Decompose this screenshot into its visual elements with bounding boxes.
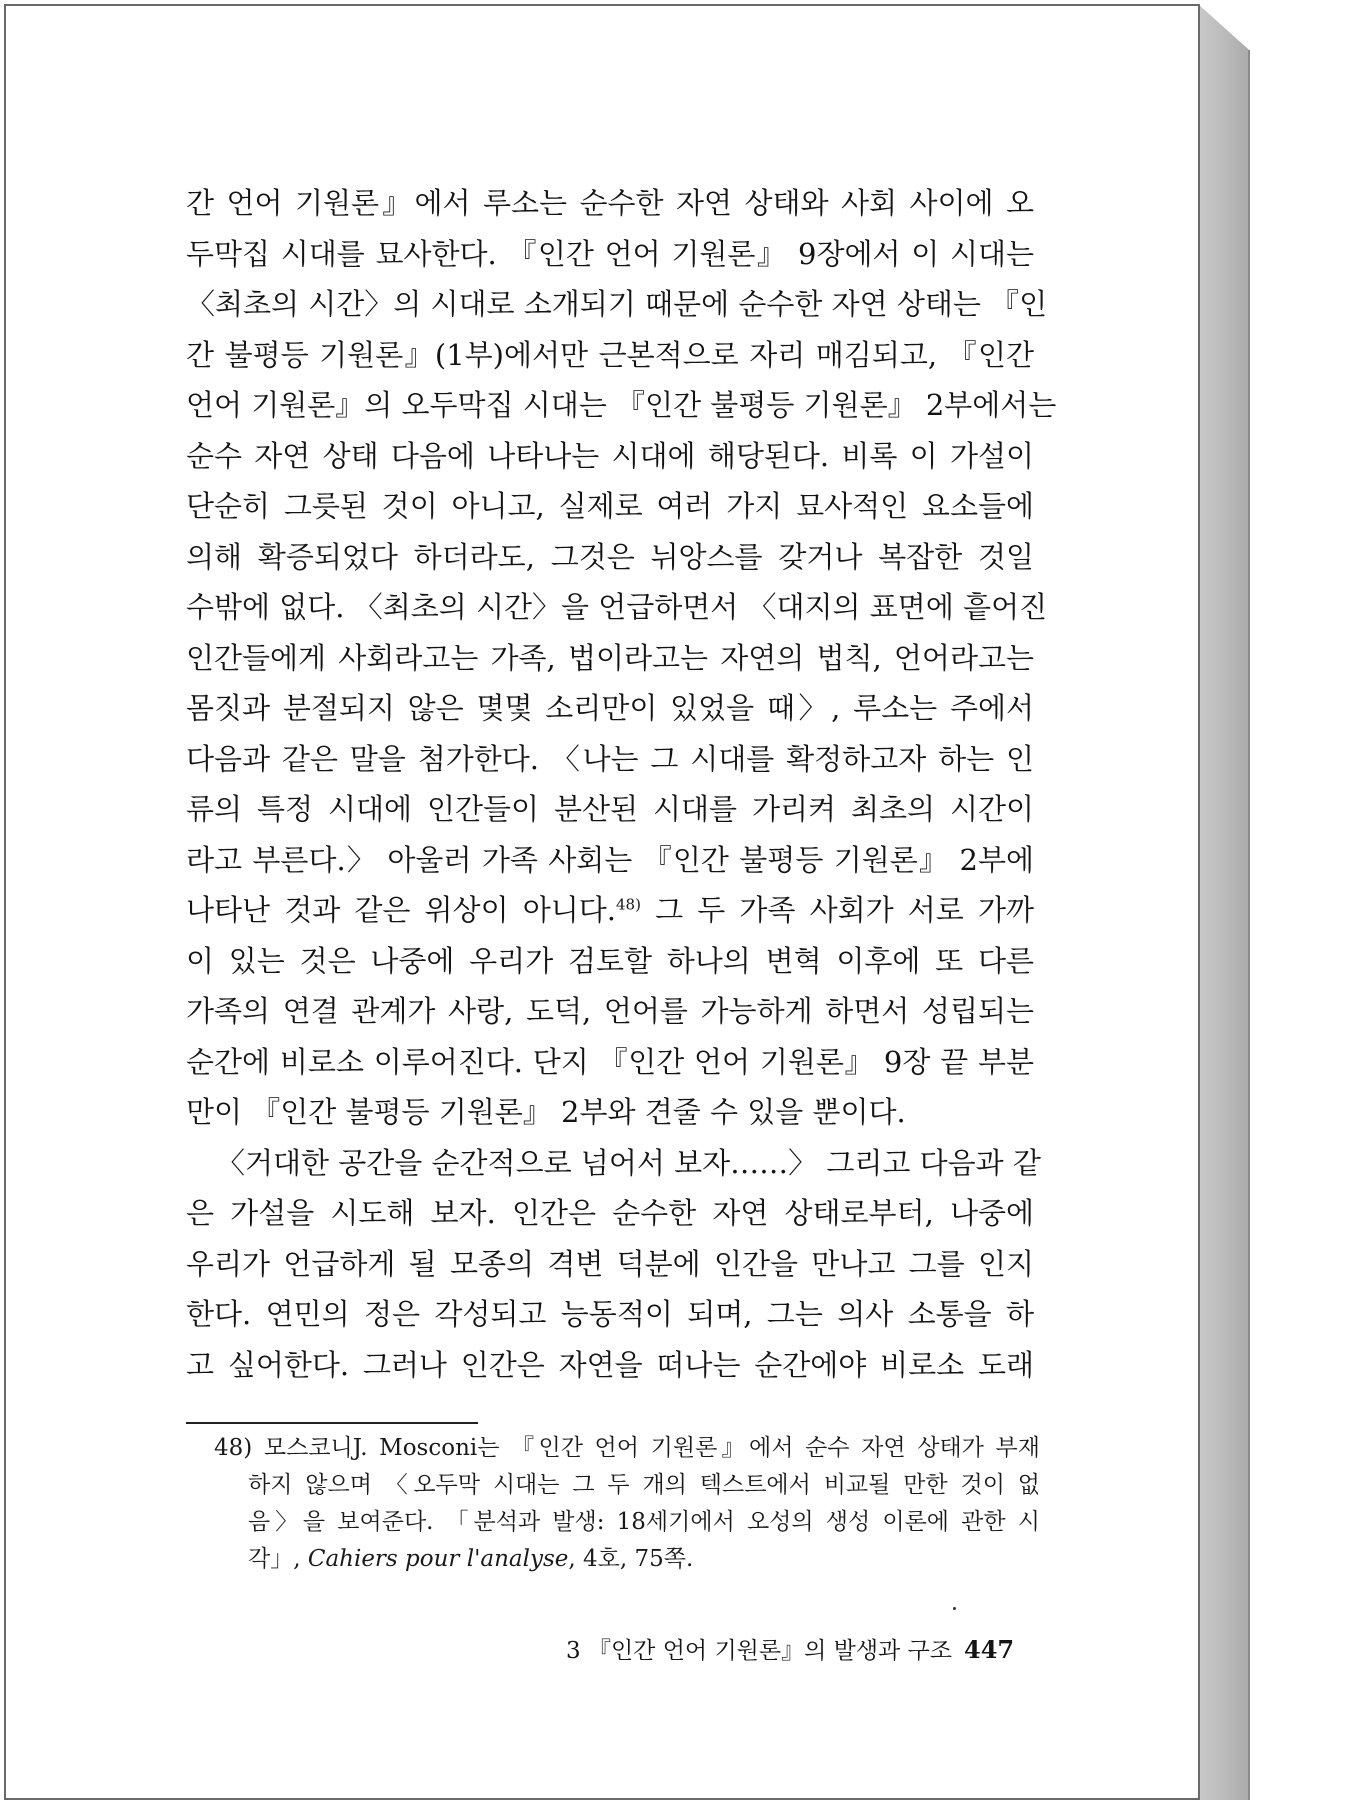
main-text [186,178,1057,1390]
text-line: 단순히 그릇된 것이 아니고, 실제로 여러 가지 묘사적인 요소들에 [186,489,1034,523]
footnote-line [214,1541,1040,1578]
footnote-block [214,1430,1040,1578]
text-line: 한다. 연민의 정은 각성되고 능동적이 되며, 그는 의사 소통을 하 [186,1297,1034,1331]
text-line: 간 언어 기원론』에서 루소는 순수한 자연 상태와 사회 사이에 오 [186,186,1034,220]
text-line: 은 가설을 시도해 보자. 인간은 순수한 자연 상태로부터, 나중에 [186,1196,1034,1230]
text-line: 이 있는 것은 나중에 우리가 검토할 하나의 변혁 이후에 또 다른 [186,943,1034,978]
page-number: 447 [964,1635,1015,1664]
text-line: 몸짓과 분절되지 않은 몇몇 소리만이 있었을 때〉, 루소는 주에서 [186,691,1034,725]
text-line: 의해 확증되었다 하더라도, 그것은 뉘앙스를 갖거나 복잡한 것일 [186,539,1034,574]
text-line: 언어 기원론』의 오두막집 시대는 『인간 불평등 기원론』 2부에서는 [186,388,1057,422]
text-line: 순수 자연 상태 다음에 나타나는 시대에 해당된다. 비록 이 가설이 [186,438,1034,473]
footnote-line: 음〉을 보여준다. 「분석과 발생: 18세기에서 오성의 생성 이론에 관한 시 [248,1509,1040,1535]
footnote-line: 48) 모스코니J. Mosconi는 『인간 언어 기원론』에서 순수 자연 상태가 부재 [214,1435,1040,1461]
book-page-edge [1198,4,1250,1800]
footnote-text: 각」, [248,1546,308,1572]
text-line: 라고 부른다.〉 아울러 가족 사회는 『인간 불평등 기원론』 2부에 [186,842,1034,877]
text-line: 두막집 시대를 묘사한다. 『인간 언어 기원론』 9장에서 이 시대는 [186,236,1034,271]
text-line: 인간들에게 사회라고는 가족, 법이라고는 자연의 법칙, 언어라고는 [186,640,1034,675]
text-line: 간 불평등 기원론』(1부)에서만 근본적으로 자리 매김되고, 『인간 [186,337,1034,372]
text-line: 〈최초의 시간〉의 시대로 소개되기 때문에 순수한 자연 상태는 『인 [186,287,1048,321]
text-segment: 그 두 가족 사회가 서로 가까 [640,893,1034,927]
text-line-with-footnote [186,885,1034,936]
text-segment: 나타난 것과 같은 위상이 아니다. [186,893,616,927]
journal-title: Cahiers pour l'analyse [307,1546,569,1572]
footnote-divider [186,1422,478,1424]
running-footer [566,1632,1014,1665]
text-line: 순간에 비로소 이루어진다. 단지 『인간 언어 기원론』 9장 끝 부분 [186,1044,1034,1079]
footnote-line: 하지 않으며 〈오두막 시대는 그 두 개의 텍스트에서 비교될 만한 것이 없 [248,1472,1040,1498]
book-page-edge-line [1248,50,1250,1800]
running-title: 3 『인간 언어 기원론』의 발생과 구조 [566,1638,953,1664]
text-line: 고 싶어한다. 그러나 인간은 자연을 떠나는 순간에야 비로소 도래 [186,1347,1034,1382]
footnote-reference: 48) [616,895,641,914]
print-speck [953,1607,956,1610]
text-line: 다음과 같은 말을 첨가한다. 〈나는 그 시대를 확정하고자 하는 인 [186,741,1034,776]
text-line: 수밖에 없다. 〈최초의 시간〉을 언급하면서 〈대지의 표면에 흩어진 [186,590,1048,624]
paragraph-first-line: 〈거대한 공간을 순간적으로 넘어서 보자……〉 그리고 다음과 같 [216,1145,1041,1180]
footnote-text: , 4호, 75쪽. [568,1546,694,1572]
text-line: 만이 『인간 불평등 기원론』 2부와 견줄 수 있을 뿐이다. [186,1095,906,1129]
text-line: 가족의 연결 관계가 사랑, 도덕, 언어를 가능하게 하면서 성립되는 [186,994,1034,1028]
text-line: 류의 특정 시대에 인간들이 분산된 시대를 가리켜 최초의 시간이 [186,792,1034,826]
text-line: 우리가 언급하게 될 모종의 격변 덕분에 인간을 만나고 그를 인지 [186,1246,1034,1281]
